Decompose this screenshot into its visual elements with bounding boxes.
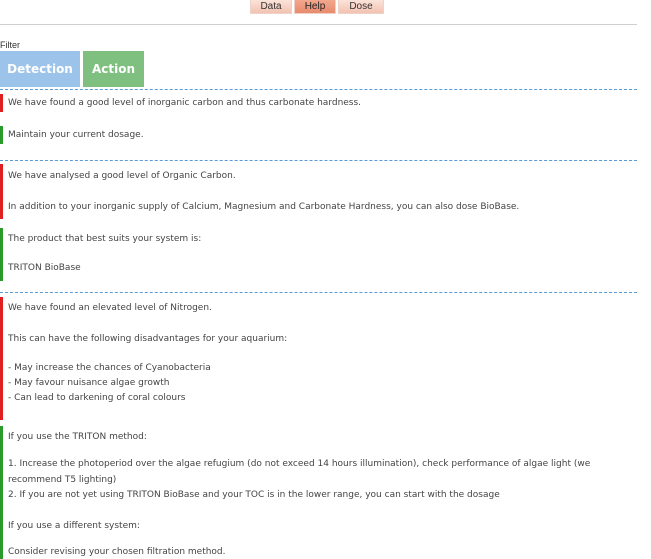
action-text: Maintain your current dosage.	[8, 130, 144, 140]
finding-text: We have analysed a good level of Organic Carbon.	[8, 171, 236, 181]
organic-action	[0, 228, 637, 281]
action-bar	[0, 426, 3, 559]
nitrogen-finding	[0, 297, 637, 420]
action-text: Consider revising your chosen filtration method.	[8, 547, 226, 557]
action-text: If you use the TRITON method:	[8, 432, 147, 442]
list-item: - Can lead to darkening of coral colours	[8, 393, 186, 403]
nitrogen-action	[0, 426, 637, 559]
finding-bar	[0, 297, 3, 420]
action-text: If you use a different system:	[8, 521, 140, 531]
finding-text: We have found a good level of inorganic carbon and thus carbonate hardness.	[8, 98, 362, 108]
carbonate-action	[0, 126, 637, 144]
detection-filter-button[interactable]: Detection	[0, 51, 80, 87]
top-divider	[0, 24, 637, 25]
action-bar	[0, 126, 3, 144]
carbonate-finding	[0, 94, 637, 112]
list-item: - May favour nuisance algae growth	[8, 378, 170, 388]
recommended-product: TRITON BioBase	[8, 263, 81, 273]
list-item: - May increase the chances of Cyanobacteria	[8, 363, 211, 373]
organic-finding	[0, 164, 637, 219]
tab-data[interactable]: Data	[250, 0, 292, 14]
action-bar	[0, 228, 3, 281]
finding-text: We have found an elevated level of Nitrogen.	[8, 303, 212, 313]
section-divider	[0, 89, 637, 90]
filter-label: Filter	[0, 40, 20, 50]
finding-text: In addition to your inorganic supply of Calcium, Magnesium and Carbonate Hardness, you can also dose BioBase.	[8, 202, 520, 212]
top-tab-bar	[250, 0, 384, 14]
list-item: 2. If you are not yet using TRITON BioBase and your TOC is in the lower range, you can start with the dosage	[8, 490, 500, 500]
list-item: 1. Increase the photoperiod over the algae refugium (do not exceed 14 hours illumination), check performance of algae light (we recommend T5 lighting)	[8, 459, 591, 485]
action-filter-button[interactable]: Action	[83, 51, 144, 87]
finding-text: This can have the following disadvantages for your aquarium:	[8, 334, 288, 344]
tab-help[interactable]: Help	[294, 0, 336, 14]
action-text: The product that best suits your system is:	[8, 234, 202, 244]
section-divider	[0, 160, 637, 161]
tab-dose[interactable]: Dose	[338, 0, 384, 14]
finding-bar	[0, 164, 3, 219]
finding-bar	[0, 94, 3, 112]
section-divider	[0, 292, 637, 293]
